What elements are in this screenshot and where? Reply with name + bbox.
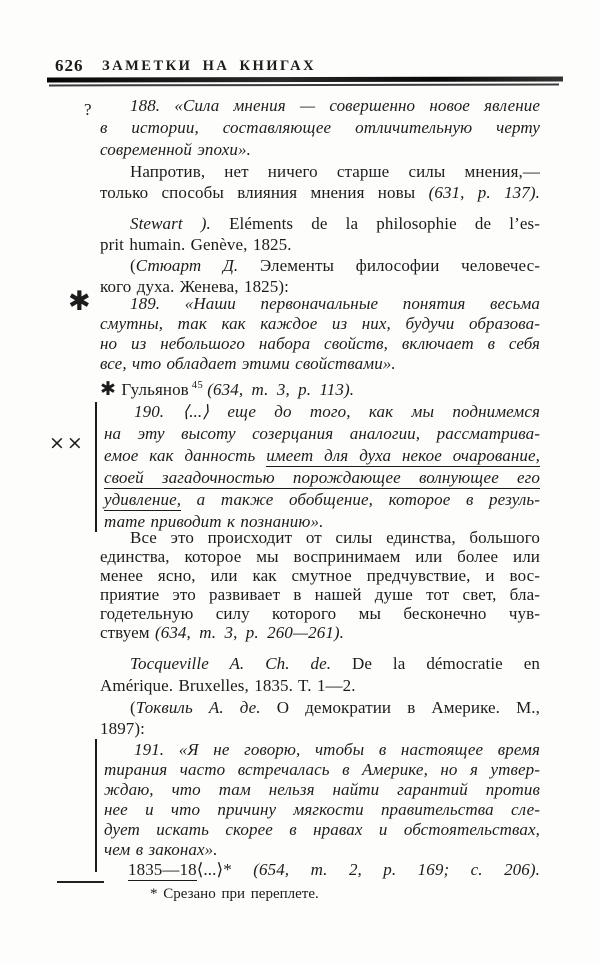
header-rule-thin bbox=[49, 84, 559, 86]
page-number: 626 bbox=[55, 56, 84, 75]
e188-r1: Напротив, нет ничего старше силы мнения,— bbox=[130, 162, 540, 181]
e189-citation: (634, т. 3, p. 113). bbox=[207, 380, 355, 399]
tocq-title: De la démocratie en bbox=[331, 654, 540, 673]
e191-q3: ждаю, что там нельзя найти гарантий против bbox=[104, 780, 540, 799]
e191-q1: 191. «Я не говорю, чтобы в настоящее время bbox=[134, 740, 540, 759]
e190-q5-plain: а также обобщение, которое в резуль- bbox=[181, 490, 540, 509]
e191-q5: дует искать скорее в нравах и обстоятельствах, bbox=[104, 820, 540, 839]
paren: ( bbox=[130, 698, 136, 717]
vse-l5: годетельную силу которого мы бесконечно чув- bbox=[100, 604, 540, 623]
tocq-author: Tocqueville A. Ch. de. bbox=[130, 654, 332, 673]
e191-q4: нее и что причину мягкости правительства сле- bbox=[104, 800, 540, 819]
e191-date-underlined: 1835—18 bbox=[128, 860, 197, 879]
tocq-l2: Amérique. Bruxelles, 1835. T. 1—2. bbox=[100, 676, 356, 695]
margin-mark-question: ? bbox=[84, 100, 92, 119]
tocq-title-ru: О демократии в Америке. М., bbox=[260, 698, 540, 717]
e189-q1: 189. «Наши первоначальные понятия весьма bbox=[130, 294, 540, 313]
vse-l3: менее ясно, или как смутное предчувствие, и вос- bbox=[100, 566, 540, 585]
e188-r2-citation: (631, p. 137). bbox=[428, 183, 540, 202]
margin-mark-xx: ×× bbox=[49, 432, 85, 454]
e188-q3: современной эпохи». bbox=[100, 140, 251, 159]
footnote: * Срезано при переплете. bbox=[150, 886, 319, 902]
e191-citation: (654, т. 2, p. 169; с. 206). bbox=[231, 860, 540, 879]
vse-l6 bbox=[100, 623, 540, 642]
e191-cut-mark: ⟨...⟩* bbox=[196, 860, 232, 879]
e189-q2: смутны, так как каждое из них, будучи образова- bbox=[100, 314, 540, 333]
vse-l1: Все это происходит от силы единства, большого bbox=[130, 528, 540, 547]
footnote-rule bbox=[57, 881, 104, 883]
e190-q4-underlined: своей загадочностью порождающее волнующее его bbox=[104, 468, 540, 487]
stewart-title-ru: Элементы философии человечес- bbox=[238, 256, 540, 275]
tocq-l4: 1897): bbox=[100, 719, 145, 738]
vse-l2: единства, которое мы воспринимаем или более или bbox=[100, 547, 540, 566]
stewart-author-ru: Стюарт Д. bbox=[135, 256, 239, 275]
e188-q1: 188. «Сила мнения — совершенно новое явление bbox=[130, 96, 540, 115]
margin-bar-190 bbox=[95, 402, 97, 532]
e190-q5-underlined: удивление, bbox=[104, 490, 182, 509]
stewart-l4: кого духа. Женева, 1825): bbox=[100, 277, 289, 296]
e190-q6: тате приводит к познанию». bbox=[104, 512, 324, 531]
e189-q4: все, что обладает этими свойствами». bbox=[100, 354, 396, 373]
e190-q3-plain: емое как данность bbox=[104, 446, 267, 465]
e189-citation-line bbox=[100, 375, 540, 401]
vse-l6-text: ствуем bbox=[100, 623, 155, 642]
e189-q3: но из небольшого набора свойств, включает в себя bbox=[100, 334, 540, 353]
e190-q2: на эту высоту созерцания аналогии, рассматрива- bbox=[104, 424, 540, 443]
running-title: ЗАМЕТКИ НА КНИГАХ bbox=[102, 58, 317, 74]
stewart-title: Eléments de la philosophie de l’es- bbox=[229, 214, 540, 233]
e189-footnote-number: 45 bbox=[191, 380, 204, 391]
e188-r2-text: только способы влияния мнения новы bbox=[100, 183, 429, 202]
margin-bar-191 bbox=[95, 739, 97, 872]
margin-mark-star: ✱ bbox=[68, 286, 91, 317]
paren: ( bbox=[130, 256, 136, 275]
e191-q6: чем в законах». bbox=[104, 840, 218, 859]
e191-q2: тирания часто встречалась в Америке, но я утвер- bbox=[104, 760, 540, 779]
vse-citation: (634, т. 3, p. 260—261). bbox=[154, 623, 345, 642]
e188-q2: в истории, составляющее отличительную черту bbox=[100, 118, 540, 137]
stewart-l2: prit humain. Genève, 1825. bbox=[100, 235, 292, 254]
e189-name: Гульянов bbox=[116, 380, 189, 399]
header-rule bbox=[47, 76, 563, 82]
vse-l4: приятие это развивает в нашей душе тот свет, бла- bbox=[100, 585, 540, 604]
e190-q3-underlined: имеет для духа некое очарование, bbox=[266, 446, 540, 465]
tocq-author-ru: Токвиль А. де. bbox=[135, 698, 261, 717]
stewart-author: Stewart ). bbox=[130, 214, 230, 233]
e190-q1: 190. ⟨...⟩ еще до того, как мы поднимемся bbox=[134, 402, 540, 421]
inline-star: ✱ bbox=[100, 378, 117, 400]
